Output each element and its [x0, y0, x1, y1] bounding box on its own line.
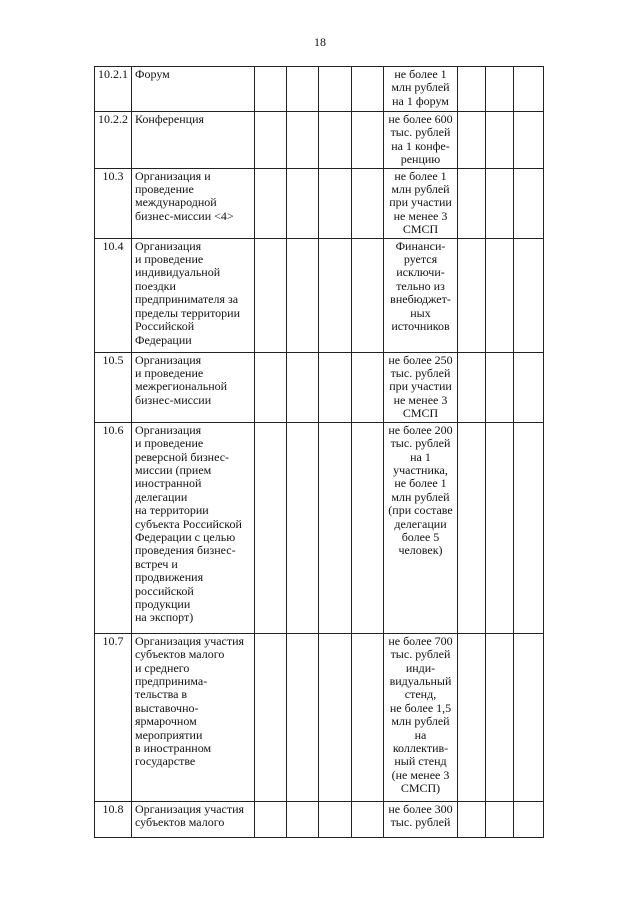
- empty-cell: [514, 112, 544, 169]
- empty-cell: [352, 112, 384, 169]
- empty-cell: [458, 238, 486, 352]
- support-measures-table: [94, 66, 544, 838]
- empty-cell: [255, 67, 287, 112]
- empty-cell: [514, 168, 544, 238]
- row-number-cell: 10.4: [95, 238, 132, 352]
- funding-limit-cell: Финанси- руется исключи- тельно из внебюджет- ных источников: [384, 238, 458, 352]
- funding-limit-cell: не более 700 тыс. рублей инди- видуальный стенд, не более 1,5 млн рублей на коллектив- ный стенд (не менее 3 СМСП): [384, 633, 458, 801]
- row-number-cell: 10.2.2: [95, 112, 132, 169]
- measure-name-cell: Конференция: [132, 112, 255, 169]
- empty-cell: [319, 422, 352, 633]
- empty-cell: [486, 67, 514, 112]
- table-row: [95, 112, 544, 169]
- row-number-cell: 10.2.1: [95, 67, 132, 112]
- table-row: [95, 67, 544, 112]
- measure-name-cell: Организация и проведение индивидуальной поездки предпринимателя за пределы территории Российской Федерации: [132, 238, 255, 352]
- page-number: 18: [314, 35, 326, 49]
- empty-cell: [352, 352, 384, 422]
- empty-cell: [287, 633, 319, 801]
- empty-cell: [255, 168, 287, 238]
- measure-name-cell: Организация и проведение реверсной бизнес- миссии (прием иностранной делегации на территории субъекта Российской Федерации с целью проведения бизнес- встреч и продвижения российской продукции на экспорт): [132, 422, 255, 633]
- empty-cell: [458, 633, 486, 801]
- empty-cell: [458, 112, 486, 169]
- empty-cell: [255, 112, 287, 169]
- empty-cell: [352, 633, 384, 801]
- funding-limit-cell: не более 600 тыс. рублей на 1 конфе- ренцию: [384, 112, 458, 169]
- empty-cell: [319, 67, 352, 112]
- empty-cell: [255, 633, 287, 801]
- table-row: [95, 168, 544, 238]
- measure-name-cell: Организация и проведение межрегиональной бизнес-миссии: [132, 352, 255, 422]
- empty-cell: [458, 801, 486, 837]
- funding-limit-cell: не более 1 млн рублей при участии не менее 3 СМСП: [384, 168, 458, 238]
- empty-cell: [514, 352, 544, 422]
- empty-cell: [287, 801, 319, 837]
- empty-cell: [287, 422, 319, 633]
- table-row: [95, 352, 544, 422]
- empty-cell: [287, 67, 319, 112]
- empty-cell: [287, 168, 319, 238]
- table-row: [95, 422, 544, 633]
- row-number-cell: 10.8: [95, 801, 132, 837]
- empty-cell: [486, 168, 514, 238]
- funding-limit-cell: не более 300 тыс. рублей: [384, 801, 458, 837]
- row-number-cell: 10.7: [95, 633, 132, 801]
- empty-cell: [458, 67, 486, 112]
- table-row: [95, 801, 544, 837]
- empty-cell: [458, 168, 486, 238]
- empty-cell: [514, 633, 544, 801]
- empty-cell: [287, 352, 319, 422]
- empty-cell: [319, 633, 352, 801]
- empty-cell: [486, 633, 514, 801]
- empty-cell: [486, 112, 514, 169]
- funding-limit-cell: не более 250 тыс. рублей при участии не менее 3 СМСП: [384, 352, 458, 422]
- empty-cell: [352, 422, 384, 633]
- measure-name-cell: Организация участия субъектов малого: [132, 801, 255, 837]
- empty-cell: [514, 238, 544, 352]
- empty-cell: [514, 67, 544, 112]
- funding-limit-cell: не более 200 тыс. рублей на 1 участника, не более 1 млн рублей (при составе делегации более 5 человек): [384, 422, 458, 633]
- empty-cell: [319, 238, 352, 352]
- empty-cell: [458, 352, 486, 422]
- empty-cell: [352, 67, 384, 112]
- empty-cell: [458, 422, 486, 633]
- measure-name-cell: Организация и проведение международной бизнес-миссии <4>: [132, 168, 255, 238]
- empty-cell: [319, 352, 352, 422]
- empty-cell: [486, 352, 514, 422]
- empty-cell: [514, 422, 544, 633]
- table-row: [95, 633, 544, 801]
- empty-cell: [514, 801, 544, 837]
- empty-cell: [287, 112, 319, 169]
- table-row: [95, 238, 544, 352]
- measure-name-cell: Форум: [132, 67, 255, 112]
- empty-cell: [319, 168, 352, 238]
- empty-cell: [352, 168, 384, 238]
- empty-cell: [287, 238, 319, 352]
- empty-cell: [486, 238, 514, 352]
- empty-cell: [255, 422, 287, 633]
- row-number-cell: 10.6: [95, 422, 132, 633]
- empty-cell: [486, 801, 514, 837]
- empty-cell: [352, 801, 384, 837]
- measure-name-cell: Организация участия субъектов малого и среднего предпринима- тельства в выставочно- ярмарочном мероприятии в иностранном государстве: [132, 633, 255, 801]
- funding-limit-cell: не более 1 млн рублей на 1 форум: [384, 67, 458, 112]
- empty-cell: [255, 352, 287, 422]
- empty-cell: [255, 238, 287, 352]
- empty-cell: [319, 112, 352, 169]
- empty-cell: [319, 801, 352, 837]
- row-number-cell: 10.3: [95, 168, 132, 238]
- empty-cell: [352, 238, 384, 352]
- empty-cell: [486, 422, 514, 633]
- row-number-cell: 10.5: [95, 352, 132, 422]
- empty-cell: [255, 801, 287, 837]
